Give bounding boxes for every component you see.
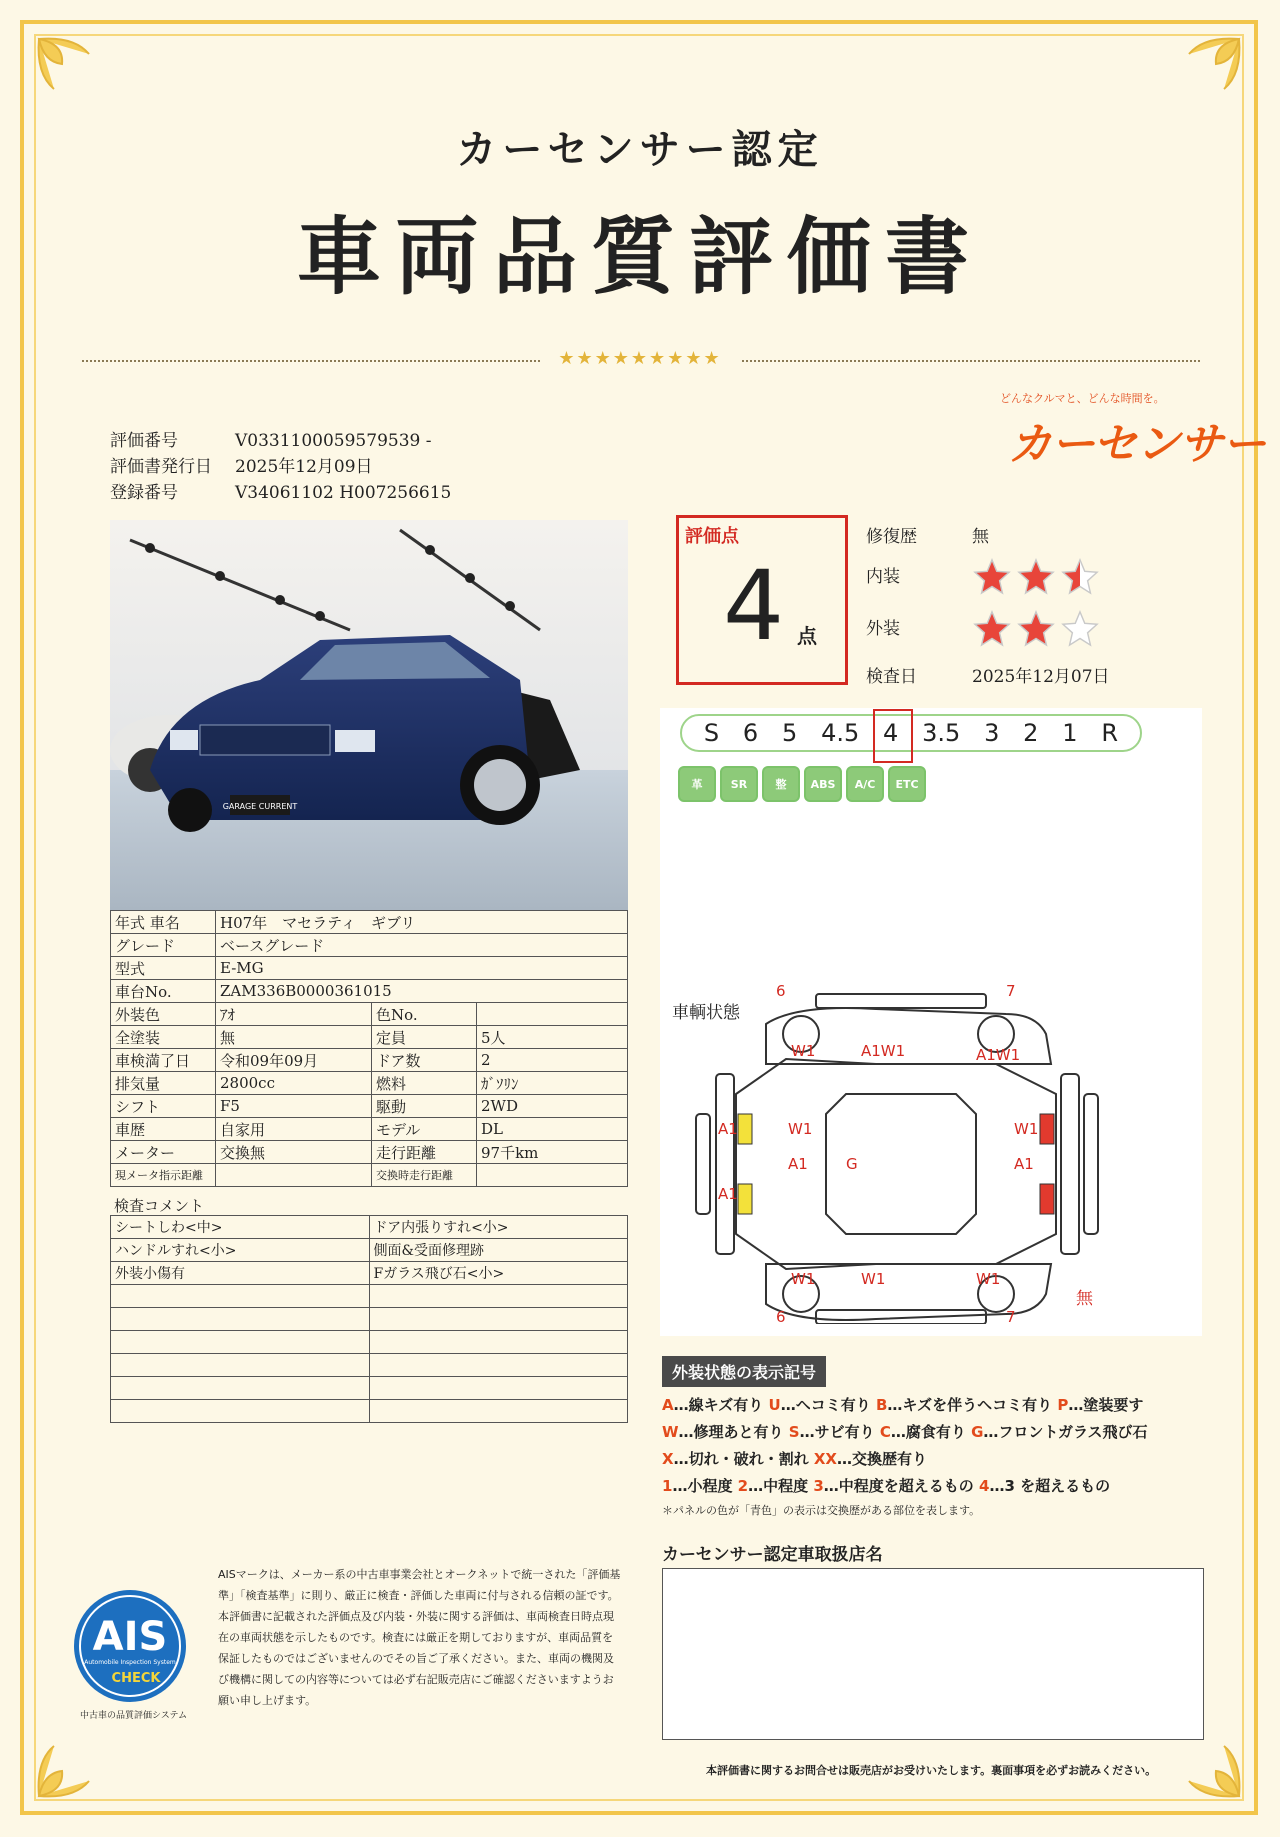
comment-cell [111, 1354, 370, 1377]
table-row [111, 1331, 628, 1354]
spec-label: 排気量 [111, 1072, 216, 1095]
diagram-label: 車輌状態 [672, 1003, 740, 1023]
diagram-mark: 7 [1006, 984, 1016, 1000]
spec-label: 年式 車名 [111, 911, 216, 934]
equipment-icon: ABS [804, 766, 842, 802]
table-row [111, 1262, 628, 1285]
diagram-mark: A1 [788, 1155, 808, 1173]
legend-key: S [788, 1423, 800, 1441]
spec-value [216, 1164, 372, 1187]
equipment-icon: SR [720, 766, 758, 802]
certificate-subtitle: カーセンサー認定 [456, 126, 824, 173]
spec-value: ZAM336B0000361015 [216, 980, 628, 1003]
meta-value: 2025年12月09日 [235, 457, 373, 477]
spec-label: 駆動 [372, 1095, 477, 1118]
comment-cell [111, 1377, 370, 1400]
spec-value: F5 [216, 1095, 372, 1118]
score-label: 評価点 [685, 526, 739, 547]
spec-label: 全塗装 [111, 1026, 216, 1049]
repair-value: 無 [972, 527, 989, 547]
score-unit: 点 [797, 624, 817, 648]
ais-logo [76, 1586, 176, 1686]
dealer-box [662, 1568, 1204, 1740]
spec-value: DL [477, 1118, 628, 1141]
spec-value: 97千km [477, 1141, 628, 1164]
table-row [111, 1072, 628, 1095]
interior-star-rating [972, 558, 1104, 596]
spec-value: E-MG [216, 957, 628, 980]
spec-label: 車台No. [111, 980, 216, 1003]
inspection-label: 検査日 [866, 667, 917, 687]
repair-label: 修復歴 [866, 527, 917, 547]
legend-key: 4 [979, 1477, 990, 1495]
scale-value: R [1101, 719, 1119, 747]
diagram-mark: G [846, 1155, 858, 1173]
score-box [676, 515, 848, 685]
spec-value: H07年 マセラティ ギブリ [216, 911, 628, 934]
comment-cell: 側面&受面修理跡 [369, 1239, 628, 1262]
diagram-mark: W1 [791, 1270, 816, 1288]
ais-logo-text: AIS [92, 1614, 168, 1660]
star-full-icon [972, 558, 1012, 596]
table-row [111, 911, 628, 934]
legend-key: P [1057, 1396, 1069, 1414]
comment-cell [111, 1285, 370, 1308]
comment-cell: ドア内張りすれ<小> [369, 1216, 628, 1239]
legend-text: …塗装要す [1068, 1396, 1144, 1414]
diagram-mark: 7 [1006, 1308, 1016, 1324]
spec-value [477, 1164, 628, 1187]
table-row [111, 1049, 628, 1072]
scale-value: 5 [782, 719, 798, 747]
legend [662, 1392, 1222, 1500]
score-value: 4 [723, 550, 785, 662]
comment-cell [111, 1400, 370, 1423]
corner-ornament-icon [34, 1741, 94, 1801]
spec-value [477, 1003, 628, 1026]
diagram-mark: A1 [718, 1185, 738, 1203]
vehicle-photo [110, 520, 628, 910]
spec-value: ｶﾞｿﾘﾝ [477, 1072, 628, 1095]
star-half-icon [1060, 558, 1100, 596]
legend-text: …修理あと有り [678, 1423, 789, 1441]
legend-text: …交換歴有り [836, 1450, 927, 1468]
spec-label: 現メータ指示距離 [111, 1164, 216, 1187]
spec-value: 5人 [477, 1026, 628, 1049]
table-row [111, 1354, 628, 1377]
meta-label: 評価番号 [110, 431, 178, 451]
scale-value: S [703, 719, 720, 747]
equipment-icon: 整 [762, 766, 800, 802]
spec-label: 外装色 [111, 1003, 216, 1026]
legend-row [662, 1446, 1222, 1473]
scale-value: 3 [984, 719, 1000, 747]
diagram-mark: W1 [976, 1270, 1001, 1288]
diagram-mark: A1 [1014, 1155, 1034, 1173]
star-full-icon [1016, 610, 1056, 648]
exterior-row [866, 610, 1104, 648]
table-row [111, 1026, 628, 1049]
spec-value: 2WD [477, 1095, 628, 1118]
spec-value: 自家用 [216, 1118, 372, 1141]
legend-text: …3 を超えるもの [989, 1477, 1111, 1495]
corner-ornament-icon [1184, 34, 1244, 94]
spec-value: 交換無 [216, 1141, 372, 1164]
comment-cell [369, 1308, 628, 1331]
legend-text: …切れ・破れ・割れ [673, 1450, 814, 1468]
scale-value: 4.5 [821, 719, 860, 747]
spec-label: 走行距離 [372, 1141, 477, 1164]
ais-description [218, 1564, 623, 1711]
comment-cell: ハンドルすれ<小> [111, 1239, 370, 1262]
photo-signage: GARAGE CURRENT [222, 802, 298, 811]
comment-cell [111, 1308, 370, 1331]
scale-value: 3.5 [922, 719, 961, 747]
meta-row [110, 454, 451, 480]
ais-caption: 中古車の品質評価システム [80, 1711, 188, 1721]
table-row [111, 1377, 628, 1400]
interior-label: 内装 [866, 566, 900, 587]
comment-cell [111, 1331, 370, 1354]
spec-label: 車検満了日 [111, 1049, 216, 1072]
table-row [111, 1239, 628, 1262]
score-scale [680, 714, 1142, 752]
scale-value: 1 [1062, 719, 1078, 747]
diagram-mark: W1 [1014, 1120, 1039, 1138]
star-full-icon [1016, 558, 1056, 596]
scale-value: 6 [742, 719, 759, 747]
table-row [111, 1118, 628, 1141]
legend-text: …ヘコミ有り [780, 1396, 876, 1414]
star-full-icon [972, 610, 1012, 648]
meta-row [110, 480, 451, 506]
spec-value: 2800cc [216, 1072, 372, 1095]
comment-cell: シートしわ<中> [111, 1216, 370, 1239]
legend-text: …線キズ有り [673, 1396, 769, 1414]
spec-label: 交換時走行距離 [372, 1164, 477, 1187]
table-row [111, 1003, 628, 1026]
corner-ornament-icon [1184, 1741, 1244, 1801]
diagram-mark: 6 [776, 984, 786, 1000]
meta-row [110, 428, 451, 454]
interior-row [866, 558, 1104, 596]
vehicle-condition-diagram [676, 984, 1116, 1324]
table-row [111, 980, 628, 1003]
certificate-title: 車両品質評価書 [296, 207, 983, 306]
ais-logo-sub: Automobile Inspection System [84, 1659, 176, 1666]
spec-value: ｱｵ [216, 1003, 372, 1026]
equipment-icon: A/C [846, 766, 884, 802]
comment-cell: 外装小傷有 [111, 1262, 370, 1285]
legend-text: …キズを伴うヘコミ有り [887, 1396, 1058, 1414]
diagram-mark: 6 [776, 1308, 786, 1324]
spec-label: モデル [372, 1118, 477, 1141]
spec-value: 2 [477, 1049, 628, 1072]
inspection-value: 2025年12月07日 [972, 667, 1110, 687]
spec-label: ドア数 [372, 1049, 477, 1072]
legend-text: …腐食有り [890, 1423, 972, 1441]
spec-label: グレード [111, 934, 216, 957]
legend-text: …中程度 [748, 1477, 814, 1495]
legend-text: …中程度を超えるもの [823, 1477, 980, 1495]
legend-text: …小程度 [672, 1477, 738, 1495]
table-row [111, 1164, 628, 1187]
spec-label: 燃料 [372, 1072, 477, 1095]
spec-label: メーター [111, 1141, 216, 1164]
diagram-mark: W1 [788, 1120, 813, 1138]
comment-cell [369, 1285, 628, 1308]
legend-key: XX [813, 1450, 837, 1468]
legend-key: B [875, 1396, 888, 1414]
equipment-icon: ETC [888, 766, 926, 802]
spec-value: ベースグレード [216, 934, 628, 957]
ais-check: CHECK [111, 1671, 161, 1686]
spec-label: 型式 [111, 957, 216, 980]
legend-key: X [662, 1450, 674, 1468]
legend-row [662, 1473, 1222, 1500]
meta-label: 登録番号 [110, 483, 178, 503]
table-row [111, 957, 628, 980]
star-empty-icon [1060, 610, 1100, 648]
ais-paragraph: 本評価書に記載された評価点及び内装・外装に関する評価は、車両検査日時点現在の車両状態を示したものです。検査には厳正を期しておりますが、車両品質を保証したものではございませんのでその旨ご了承ください。また、車両の機関及び機構に関しての内容等については必ず右記販売店にご確認くださいますようお願い申し上げます。 [218, 1610, 614, 1707]
table-row [111, 1400, 628, 1423]
legend-key: 3 [813, 1477, 824, 1495]
legend-key: U [768, 1396, 781, 1414]
ais-paragraph: AISマークは、メーカー系の中古車事業会社とオークネットで統一された「評価基準」「検査基準」に則り、厳正に検査・評価した車両に付与される信頼の証です。 [218, 1568, 621, 1602]
scale-value: 2 [1023, 719, 1039, 747]
legend-key: 1 [662, 1477, 673, 1495]
table-row [111, 1285, 628, 1308]
legend-key: 2 [737, 1477, 749, 1495]
brand-slogan: どんなクルマと、どんな時間を。 [1000, 392, 1165, 405]
table-row [111, 1095, 628, 1118]
comments-table [110, 1215, 628, 1423]
corner-ornament-icon [34, 34, 94, 94]
diagram-mark: 無 [1076, 1289, 1093, 1309]
spec-label: シフト [111, 1095, 216, 1118]
table-row [111, 1216, 628, 1239]
repair-row [866, 522, 989, 547]
legend-key: C [879, 1423, 891, 1441]
table-row [111, 1141, 628, 1164]
equipment-icon: 革 [678, 766, 716, 802]
diagram-mark: W1 [791, 1042, 816, 1060]
meta-label: 評価書発行日 [110, 457, 212, 477]
legend-key: W [662, 1423, 679, 1441]
meta-value: V34061102 H007256615 [235, 483, 452, 503]
exterior-star-rating [972, 610, 1104, 648]
evaluation-meta [110, 428, 451, 506]
condition-panel [660, 708, 1202, 1336]
meta-value: V0331100059579539 - [235, 431, 432, 451]
legend-row [662, 1419, 1222, 1446]
spec-value: 無 [216, 1026, 372, 1049]
legend-text: …フロントガラス飛び石 [983, 1423, 1148, 1441]
brand-logo: カーセンサー [1008, 419, 1266, 470]
diagram-mark: A1W1 [861, 1042, 906, 1060]
spec-value: 令和09年09月 [216, 1049, 372, 1072]
legend-key: A [662, 1396, 674, 1414]
diagram-mark: A1 [718, 1120, 738, 1138]
inspection-row [866, 662, 1110, 687]
comment-cell [369, 1400, 628, 1423]
equipment-icons [678, 766, 926, 802]
dealer-title: カーセンサー認定車取扱店名 [662, 1545, 883, 1565]
legend-row [662, 1392, 1222, 1419]
comment-cell [369, 1377, 628, 1400]
comment-cell [369, 1331, 628, 1354]
exterior-label: 外装 [866, 618, 900, 639]
comment-cell: Fガラス飛び石<小> [369, 1262, 628, 1285]
comment-title: 検査コメント [114, 1197, 205, 1215]
legend-text: …サビ有り [799, 1423, 880, 1441]
table-row [111, 934, 628, 957]
spec-table [110, 910, 628, 1187]
footer-note: 本評価書に関するお問合せは販売店がお受けいたします。裏面事項を必ずお読みください。 [706, 1764, 1157, 1777]
diagram-mark: A1W1 [976, 1046, 1021, 1064]
spec-label: 車歴 [111, 1118, 216, 1141]
scale-value: 4 [883, 719, 899, 747]
legend-key: G [971, 1423, 984, 1441]
comment-cell [369, 1354, 628, 1377]
divider-stars-icon: ★★★★★★★★★ [540, 348, 740, 369]
table-row [111, 1308, 628, 1331]
legend-note: ＊パネルの色が「青色」の表示は交換歴がある部位を表します。 [662, 1504, 981, 1517]
spec-label: 定員 [372, 1026, 477, 1049]
diagram-mark: W1 [861, 1270, 886, 1288]
legend-title: 外装状態の表示記号 [662, 1356, 826, 1387]
spec-label: 色No. [372, 1003, 477, 1026]
